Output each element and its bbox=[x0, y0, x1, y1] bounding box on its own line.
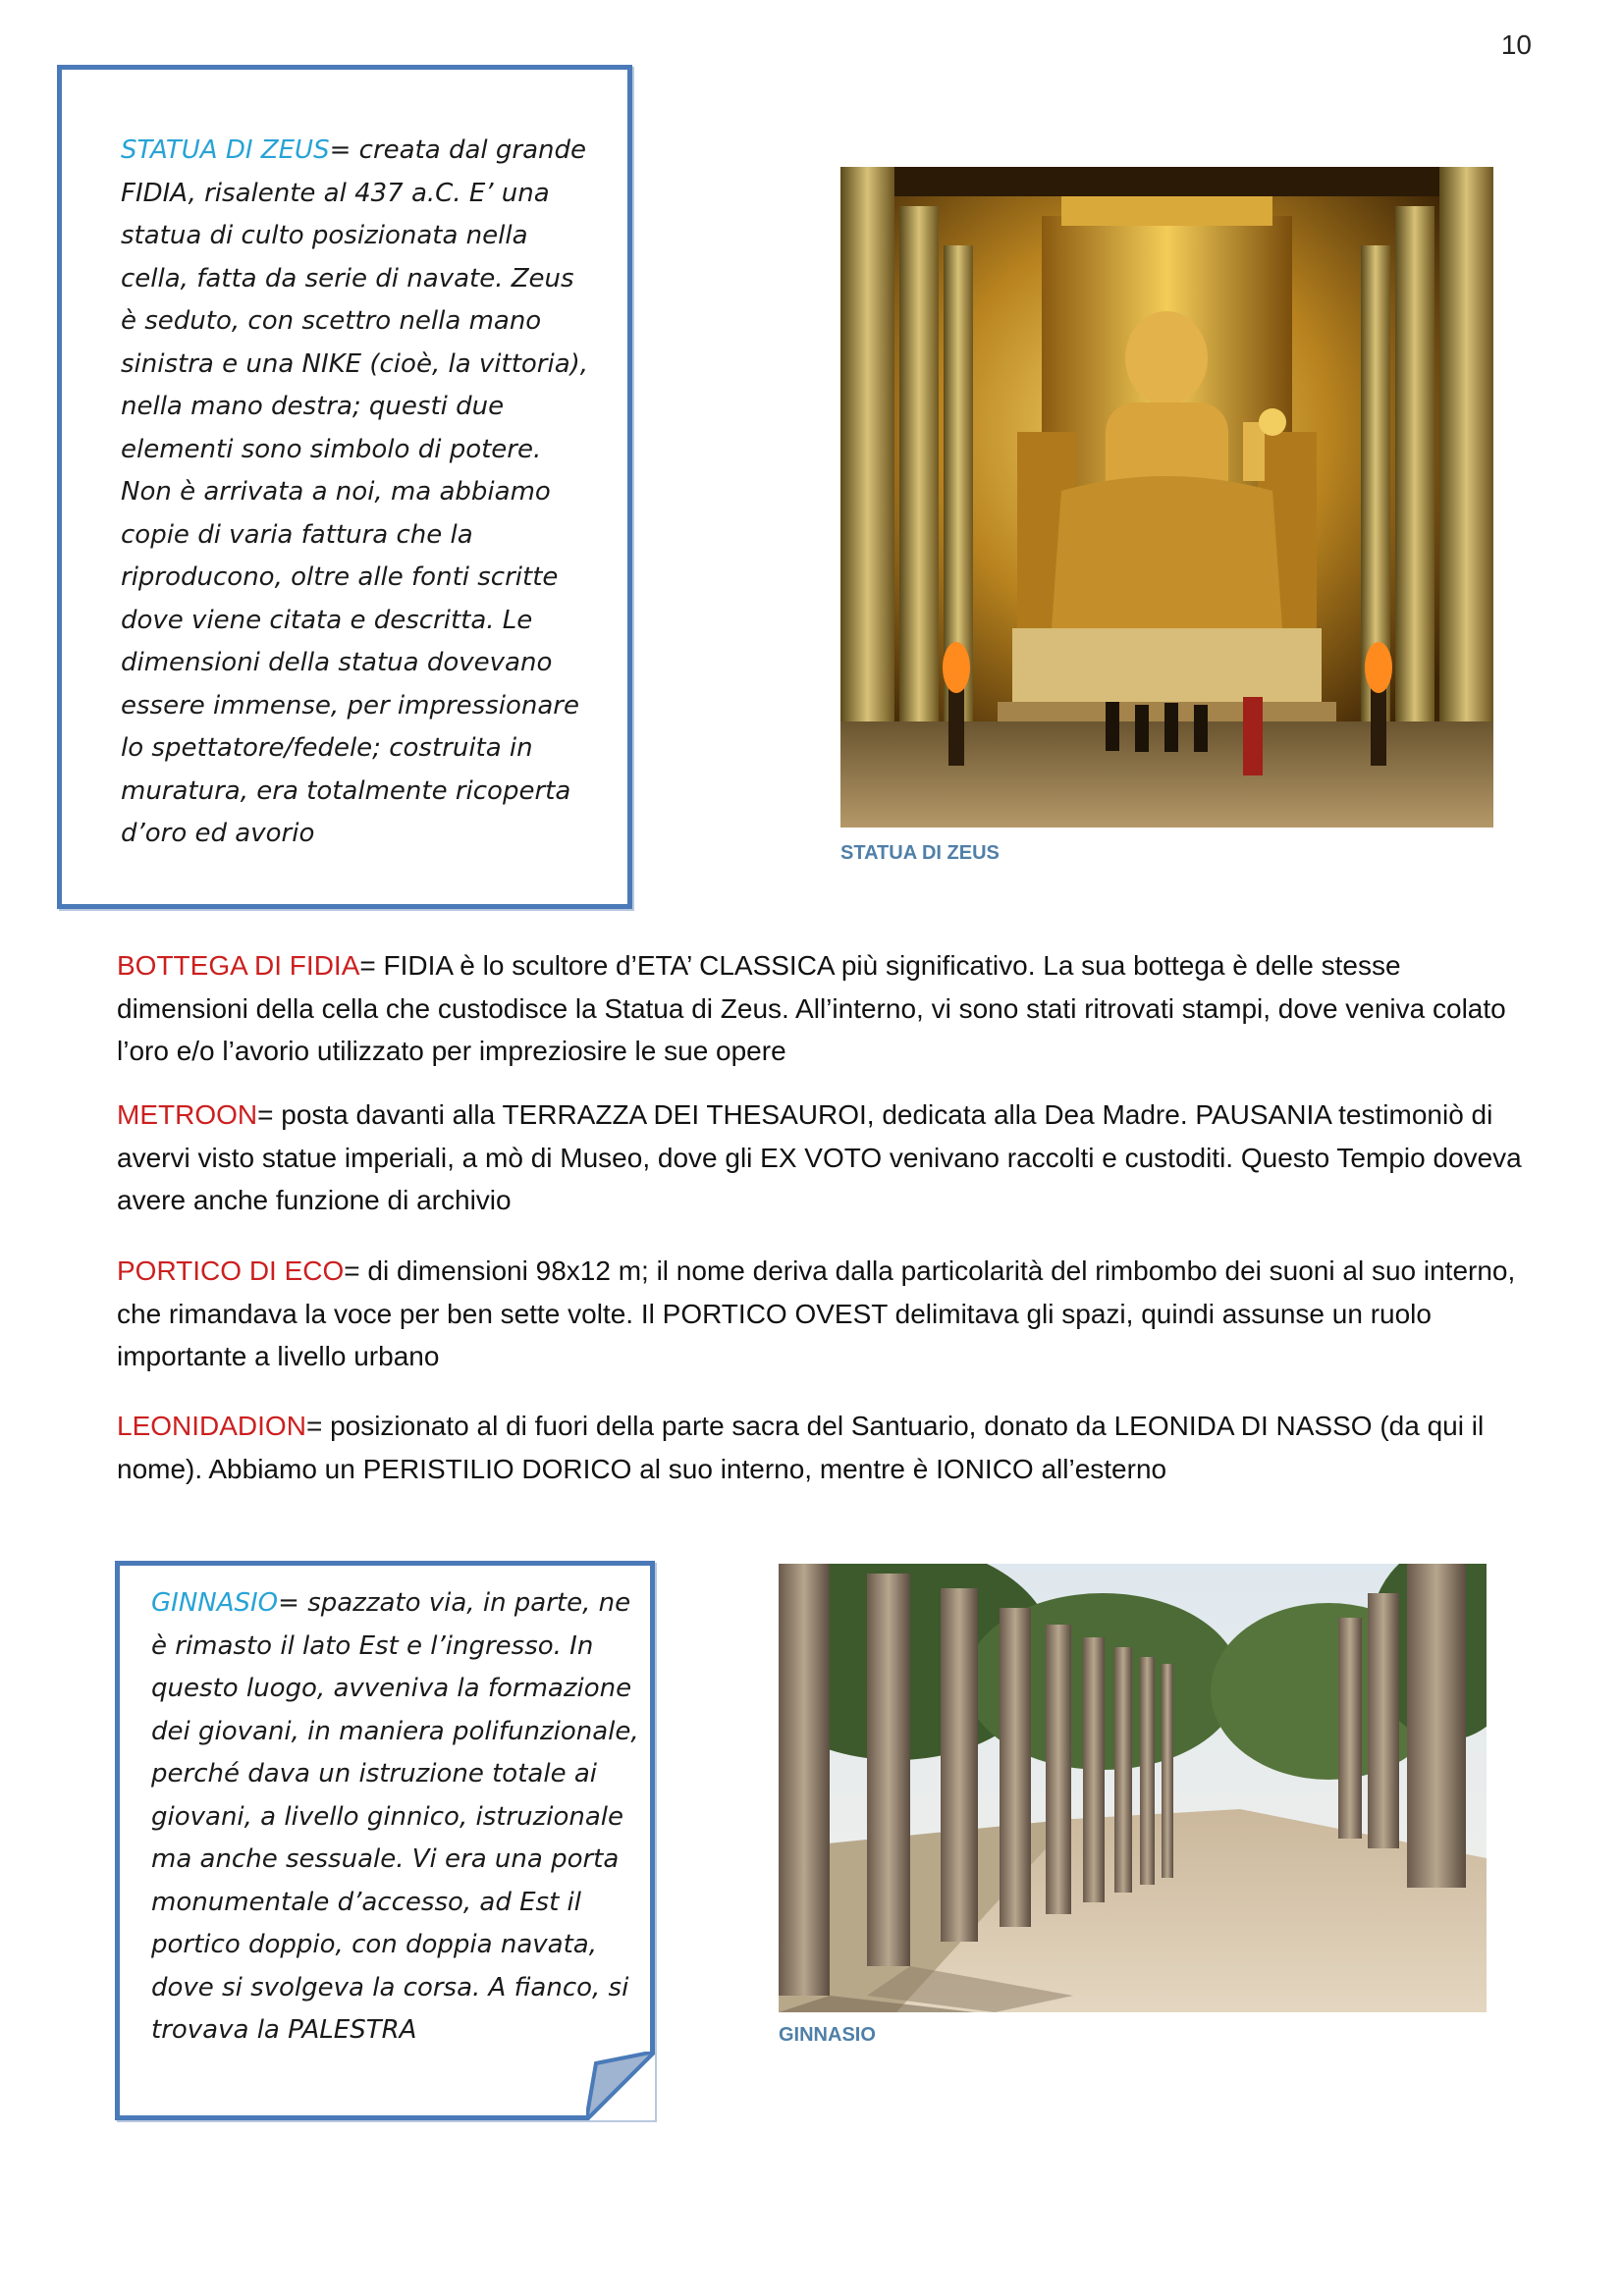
zeus-text-box bbox=[57, 65, 632, 909]
paragraph-text: = posta davanti alla TERRAZZA DEI THESAUROI, dedicata alla Dea Madre. PAUSANIA testimoniò di avervi visto statue imperiali, a mò di Museo, dove gli EX VOTO venivano raccolti e custoditi. Questo Tempio doveva avere anche funzione di archivio bbox=[117, 1099, 1522, 1215]
paragraph-bottega bbox=[117, 944, 1531, 1073]
gym-keyword: GINNASIO bbox=[151, 1588, 279, 1618]
zeus-description bbox=[121, 130, 631, 856]
paragraph-portico bbox=[117, 1250, 1531, 1378]
paragraph-leonidadion bbox=[117, 1405, 1531, 1490]
paragraph-text: = di dimensioni 98x12 m; il nome deriva dalla particolarità del rimbombo dei suoni al suo interno, che rimandava la voce per ben sette volte. Il PORTICO OVEST delimitava gli spazi, quindi assunse un ruolo importante a livello urbano bbox=[117, 1255, 1516, 1371]
folded-corner-icon bbox=[586, 2052, 655, 2120]
gym-colonnade-image bbox=[779, 1564, 1487, 2012]
paragraph-text: = posizionato al di fuori della parte sacra del Santuario, donato da LEONIDA DI NASSO (da qui il nome). Abbiamo un PERISTILIO DORICO al suo interno, mentre è IONICO all’esterno bbox=[117, 1411, 1485, 1484]
paragraph-keyword: BOTTEGA DI FIDIA bbox=[117, 950, 360, 981]
paragraph-text: = FIDIA è lo scultore d’ETA’ CLASSICA più significativo. La sua bottega è delle stesse dimensioni della cella che custodisce la Statua di Zeus. All’interno, vi sono stati ritrovati stampi, dove veniva colato l’oro e/o l’avorio utilizzato per impreziosire le sue opere bbox=[117, 950, 1506, 1066]
zeus-keyword: STATUA DI ZEUS bbox=[121, 135, 330, 165]
gym-text-box bbox=[115, 1561, 655, 2120]
paragraph-keyword: METROON bbox=[117, 1099, 258, 1130]
page-number: 10 bbox=[1500, 29, 1532, 60]
paragraph-metroon bbox=[117, 1094, 1531, 1222]
gym-caption: GINNASIO bbox=[779, 2024, 876, 2046]
zeus-body: = creata dal grande FIDIA, risalente al 437 a.C. E’ una statua di culto posizionata nella cella, fatta da serie di navate. Zeus è seduto, con scettro nella mano sinistra e una NIKE (cioè, la vittoria), nella mano destra; questi due elementi sono simbolo di potere. Non è arrivata a noi, ma abbiamo copie di varia fattura che la riproducono, oltre alle fonti scritte dove viene citata e descritta. Le dimensioni della statua dovevano essere immense, per impressionare lo spettatore/fedele; costruita in muratura, era totalmente ricoperta d’oro ed avorio bbox=[121, 135, 589, 848]
paragraph-keyword: PORTICO DI ECO bbox=[117, 1255, 345, 1286]
gym-description bbox=[151, 1582, 642, 2053]
paragraph-keyword: LEONIDADION bbox=[117, 1411, 306, 1441]
zeus-caption: STATUA DI ZEUS bbox=[840, 842, 1000, 864]
gym-body: = spazzato via, in parte, ne è rimasto il lato Est e l’ingresso. In questo luogo, avveniva la formazione dei giovani, in maniera polifunzionale, perché dava un istruzione totale ai giovani, a livello ginnico, istruzionale ma anche sessuale. Vi era una porta monumentale d’accesso, ad Est il portico doppio, con doppia navata, dove si svolgeva la corsa. A fianco, si trovava la PALESTRA bbox=[151, 1588, 639, 2045]
zeus-statue-image bbox=[840, 167, 1493, 828]
